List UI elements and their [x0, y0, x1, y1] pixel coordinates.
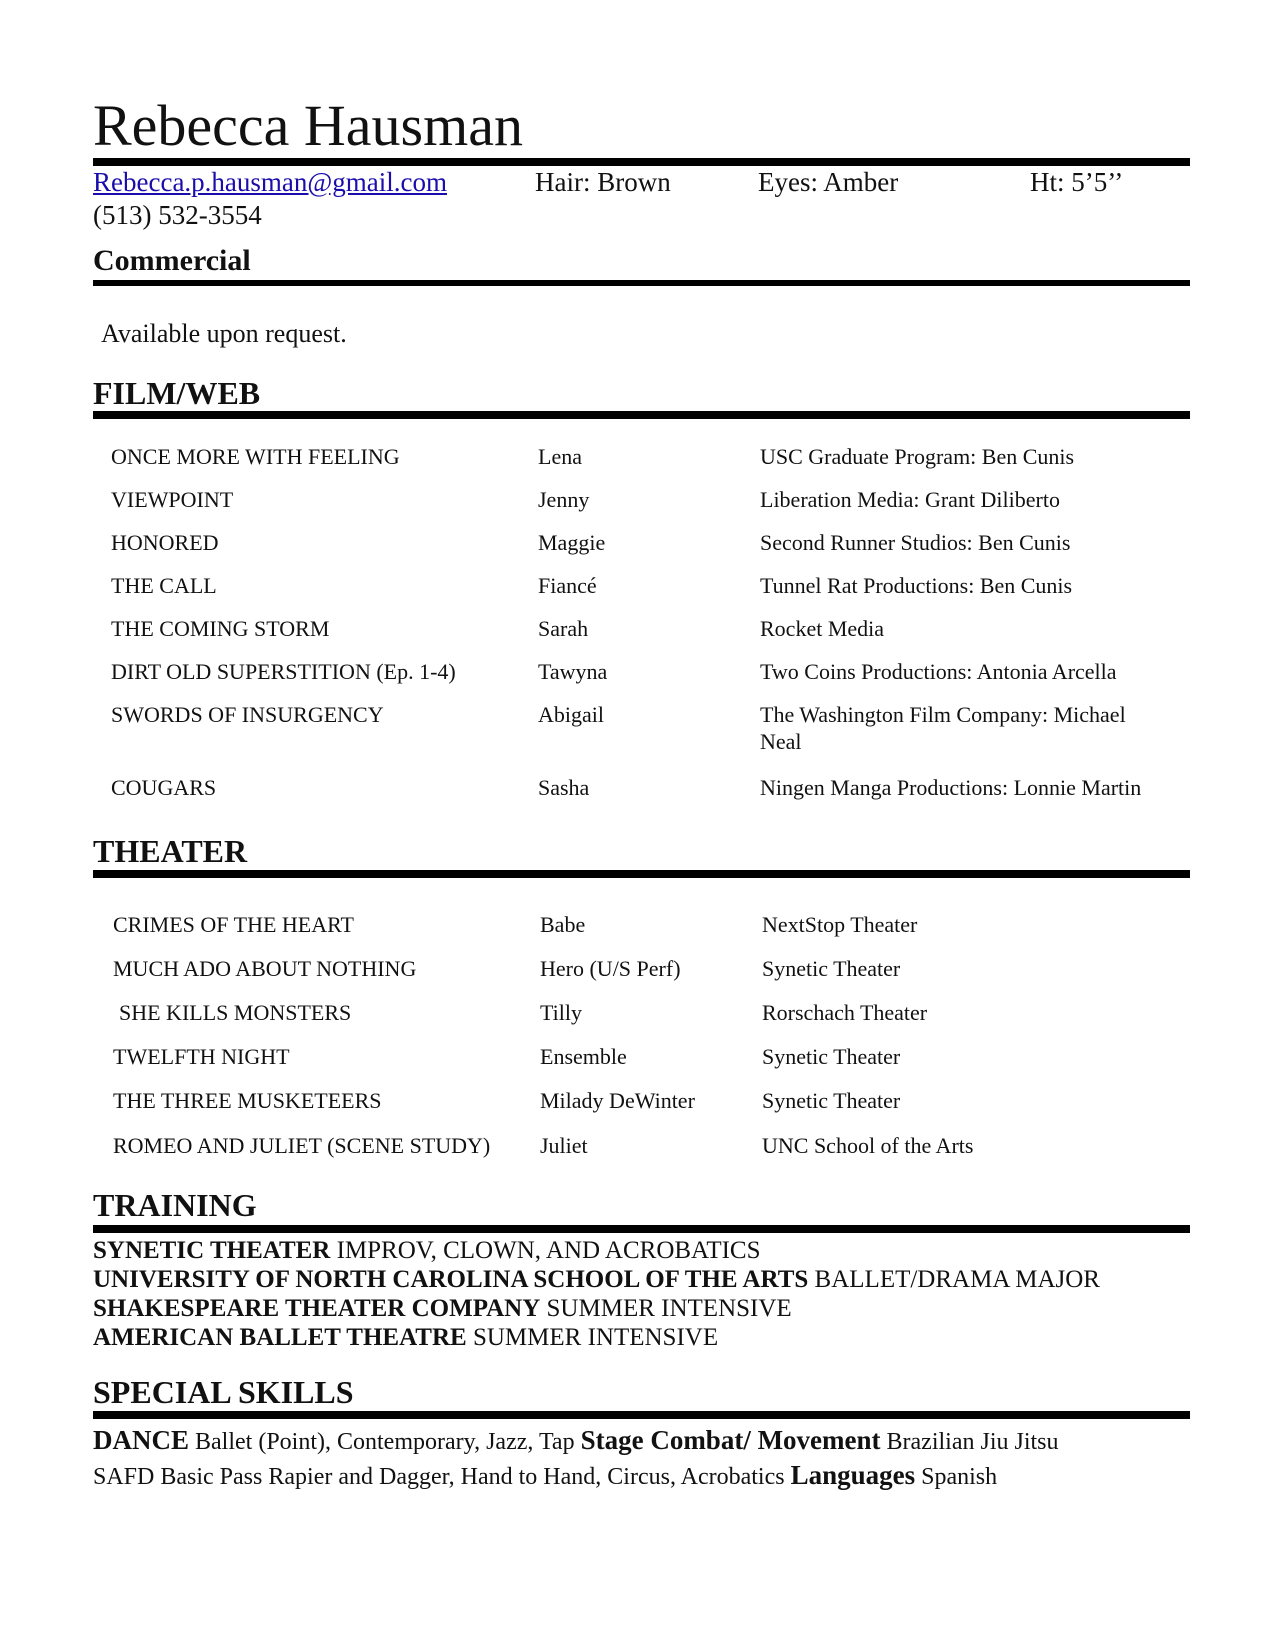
- skills-line-2: [93, 1458, 997, 1494]
- training-school: UNIVERSITY OF NORTH CAROLINA SCHOOL OF THE ARTS: [93, 1266, 809, 1293]
- theater-company: Rorschach Theater: [762, 1000, 928, 1025]
- hair-info: Hair: Brown: [535, 167, 671, 197]
- film-title: THE COMING STORM: [111, 616, 330, 641]
- film-title: HONORED: [111, 530, 219, 555]
- training-item: [93, 1236, 761, 1265]
- film-company: Rocket Media: [760, 616, 885, 641]
- email-link[interactable]: Rebecca.p.hausman@gmail.com: [93, 167, 447, 197]
- training-program: SUMMER INTENSIVE: [546, 1295, 792, 1322]
- film-company: Liberation Media: Grant Diliberto: [760, 487, 1060, 512]
- training-item: [93, 1265, 1100, 1294]
- dance-label: DANCE: [93, 1425, 190, 1455]
- theater-title: TWELFTH NIGHT: [113, 1044, 290, 1069]
- film-company: Second Runner Studios: Ben Cunis: [760, 530, 1071, 555]
- training-program: BALLET/DRAMA MAJOR: [814, 1266, 1100, 1293]
- film-company: Ningen Manga Productions: Lonnie Martin: [760, 775, 1142, 800]
- theater-role: Tilly: [540, 1000, 583, 1025]
- skills-line-1: [93, 1423, 1059, 1459]
- film-title: ONCE MORE WITH FEELING: [111, 444, 400, 469]
- theater-company: Synetic Theater: [762, 956, 901, 981]
- film-title: THE CALL: [111, 573, 217, 598]
- combat-text: Brazilian Jiu Jitsu: [886, 1429, 1059, 1455]
- training-school: SYNETIC THEATER: [93, 1237, 331, 1264]
- theater-role: Juliet: [540, 1133, 588, 1158]
- skills-rule: [93, 1411, 1190, 1419]
- training-school: SHAKESPEARE THEATER COMPANY: [93, 1295, 541, 1322]
- dance-text: Ballet (Point), Contemporary, Jazz, Tap: [195, 1429, 575, 1455]
- candidate-name: Rebecca Hausman: [93, 93, 523, 158]
- theater-role: Milady DeWinter: [540, 1088, 695, 1113]
- film-company: USC Graduate Program: Ben Cunis: [760, 444, 1075, 469]
- training-school: AMERICAN BALLET THEATRE: [93, 1324, 467, 1351]
- theater-title: CRIMES OF THE HEART: [113, 912, 354, 937]
- theater-role: Babe: [540, 912, 586, 937]
- film-role: Sasha: [538, 775, 590, 800]
- theater-company: Synetic Theater: [762, 1044, 901, 1069]
- languages-label: Languages: [790, 1460, 916, 1490]
- height-info: Ht: 5’5’’: [1030, 167, 1124, 197]
- film-role: Fiancé: [538, 573, 597, 598]
- commercial-heading: Commercial: [93, 244, 251, 277]
- training-heading: TRAINING: [93, 1187, 257, 1223]
- training-item: [93, 1294, 792, 1323]
- theater-role: Ensemble: [540, 1044, 627, 1069]
- film-company: The Washington Film Company: Michael Neal: [760, 702, 1126, 754]
- eyes-info: Eyes: Amber: [758, 167, 899, 197]
- film-title: DIRT OLD SUPERSTITION (Ep. 1-4): [111, 659, 456, 684]
- theater-title: SHE KILLS MONSTERS: [119, 1000, 352, 1025]
- film-title: SWORDS OF INSURGENCY: [111, 702, 384, 727]
- film-company: Tunnel Rat Productions: Ben Cunis: [760, 573, 1073, 598]
- languages-text: Spanish: [921, 1464, 998, 1490]
- theater-title: MUCH ADO ABOUT NOTHING: [113, 956, 417, 981]
- training-program: SUMMER INTENSIVE: [472, 1324, 719, 1351]
- theater-title: THE THREE MUSKETEERS: [113, 1088, 382, 1113]
- film-role: Maggie: [538, 530, 606, 555]
- film-heading: FILM/WEB: [93, 375, 261, 411]
- film-role: Jenny: [538, 487, 590, 512]
- combat-text-continued: SAFD Basic Pass Rapier and Dagger, Hand to Hand, Circus, Acrobatics: [93, 1464, 785, 1490]
- film-company: Two Coins Productions: Antonia Arcella: [760, 659, 1117, 684]
- theater-company: NextStop Theater: [762, 912, 918, 937]
- theater-title: ROMEO AND JULIET (SCENE STUDY): [113, 1133, 491, 1158]
- training-program: IMPROV, CLOWN, AND ACROBATICS: [336, 1237, 761, 1264]
- theater-heading: THEATER: [93, 833, 248, 869]
- film-role: Tawyna: [538, 659, 608, 684]
- film-role: Lena: [538, 444, 582, 469]
- training-item: [93, 1323, 718, 1352]
- film-title: COUGARS: [111, 775, 217, 800]
- film-role: Abigail: [538, 702, 604, 727]
- phone-number: (513) 532-3554: [93, 200, 262, 230]
- commercial-rule: [93, 280, 1190, 286]
- theater-role: Hero (U/S Perf): [540, 956, 681, 981]
- film-role: Sarah: [538, 616, 589, 641]
- theater-rule: [93, 870, 1190, 878]
- theater-company: UNC School of the Arts: [762, 1133, 974, 1158]
- commercial-text: Available upon request.: [101, 319, 347, 348]
- skills-heading: SPECIAL SKILLS: [93, 1374, 354, 1410]
- header-rule: [93, 158, 1190, 166]
- theater-company: Synetic Theater: [762, 1088, 901, 1113]
- film-rule: [93, 411, 1190, 419]
- training-rule: [93, 1225, 1190, 1233]
- combat-label: Stage Combat/ Movement: [580, 1425, 881, 1455]
- film-title: VIEWPOINT: [111, 487, 234, 512]
